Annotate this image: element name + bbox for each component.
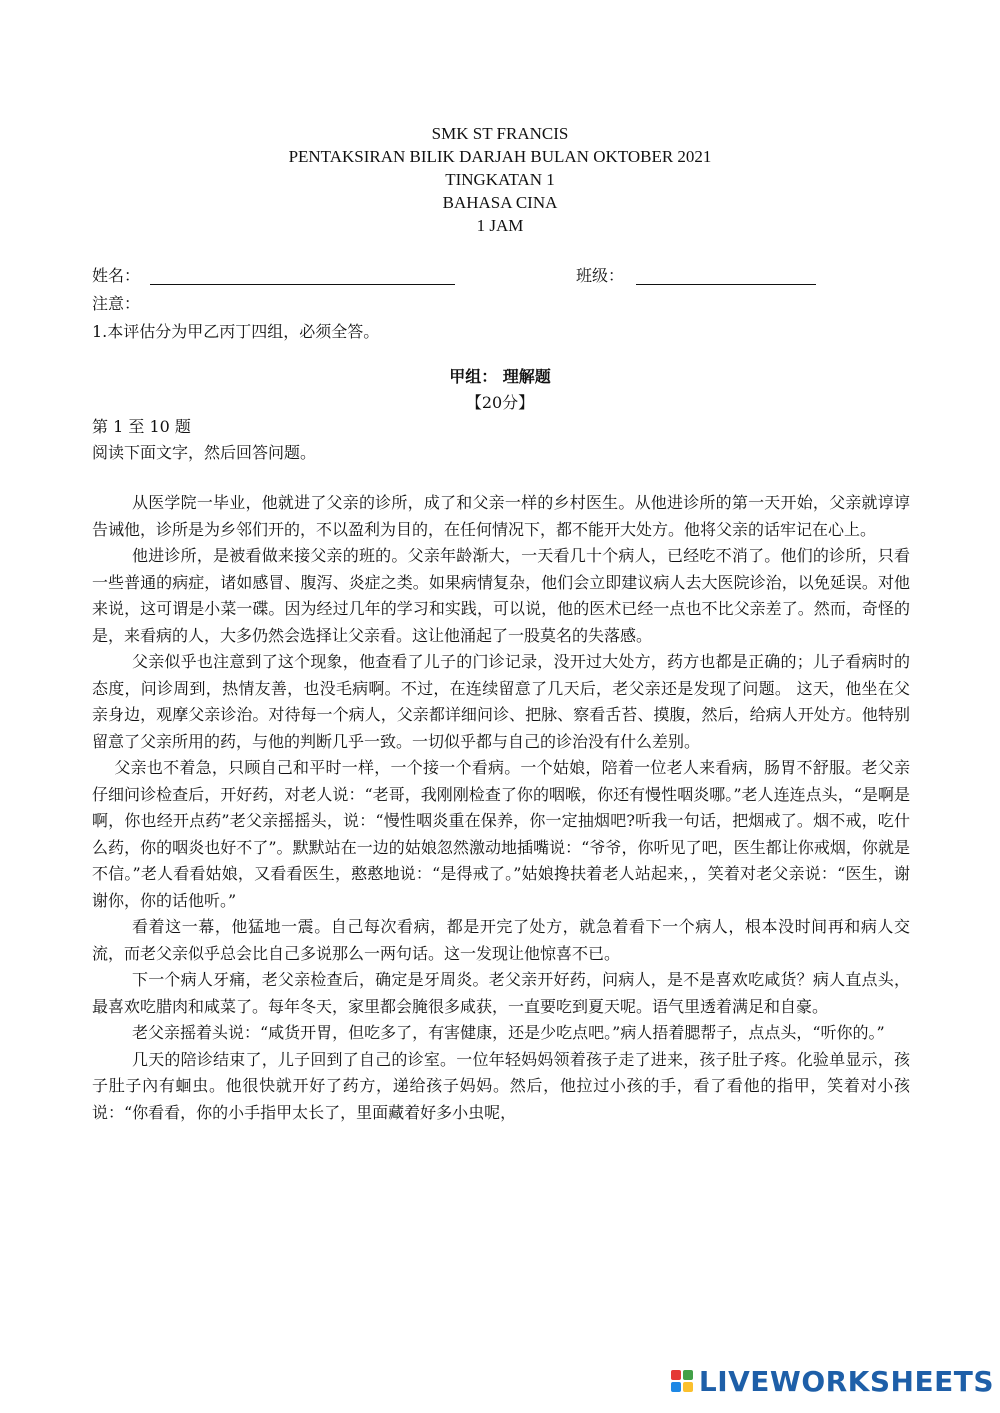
school-name: SMK ST FRANCIS (431, 124, 569, 143)
passage-paragraph: 几天的陪诊结束了，儿子回到了自己的诊室。一位年轻妈妈领着孩子走了进来，孩子肚子疼。化验单显示，孩子肚子內有蛔虫。他很快就开好了药方，递给孩子妈妈。然后，他拉过小孩的手，看了看他的指甲，笑着对小孩说：“你看看，你的小手指甲太长了，里面藏着好多小虫呢， (92, 1049, 910, 1122)
instructions (92, 414, 912, 466)
section-title: 甲组： 理解题 (449, 367, 551, 386)
passage-paragraph: 父亲也不着急，只顾自己和平时一样，一个接一个看病。一个姑娘，陪着一位老人来看病，肠胃不舒服。老父亲仔细问诊检查后，开好药，对老人说：“老哥，我刚刚检查了你的咽喉，你还有慢性咽炎哪。”老人连连点头，“是啊是啊，你也经开点药”老父亲摇摇头，说：“慢性咽炎重在保养，你一定抽烟吧?听我一句话，把烟戒了。烟不戒，吃什么药，你的咽炎也好不了”。默默站在一边的姑娘忽然激动地插嘴说：“爷爷，你听见了吧，医生都让你戒烟，你就是不信。”老人看看姑娘，又看看医生，憨憨地说：“是得戒了。”姑娘搀扶着老人站起来，，笑着对老父亲说：“医生，谢谢你，你的话他听。” (92, 758, 910, 910)
section-marks: 【20分】 (465, 393, 535, 412)
student-info (92, 262, 912, 346)
logo-square (683, 1370, 693, 1380)
logo-squares-icon (671, 1370, 693, 1392)
question-range: 第 1 至 10 题 (92, 417, 191, 436)
reading-passage (92, 490, 910, 1126)
class-label: 班级： (576, 266, 625, 285)
passage-paragraph: 下一个病人牙痛，老父亲检查后，确定是牙周炎。老父亲开好药，问病人，是不是喜欢吃咸货？病人直点头，最喜欢吃腊肉和咸菜了。每年冬天，家里都会腌很多咸获，一直要吃到夏天呢。语气里透着满足和自豪。 (92, 970, 910, 1016)
passage-paragraph: 父亲似乎也注意到了这个现象，他查看了儿子的门诊记录，没开过大处方，药方也都是正确的；儿子看病时的态度，问诊周到，热情友善，也没毛病啊。不过，在连续留意了几天后，老父亲还是发现了问题。 这天，他坐在父亲身边，观摩父亲诊治。对待每一个病人，父亲都详细问诊、把脉、察看舌苔、摸腹，然后，给病人开处方。他特别留意了父亲所用的药，与他的判断几乎一致。一切似乎都与自己的诊治没有什么差别。 (92, 652, 910, 751)
passage-paragraph: 看着这一幕，他猛地一震。自己每次看病，都是开完了处方，就急着看下一个病人，根本没时间再和病人交流，而老父亲似乎总会比自己多说那么一两句话。这一发现让他惊喜不已。 (92, 917, 910, 963)
name-blank-line[interactable] (150, 284, 455, 285)
name-label: 姓名： (92, 266, 141, 285)
passage-paragraph: 他进诊所，是被看做来接父亲的班的。父亲年龄渐大，一天看几十个病人，已经吃不消了。他们的诊所，只看一些普通的病症，诸如感冒、腹泻、炎症之类。如果病情复杂，他们会立即建议病人去大医院诊治，以免延误。对他来说，这可谓是小菜一碟。因为经过几年的学习和实践，可以说，他的医术已经一点也不比父亲差了。然而，奇怪的是，来看病的人，大多仍然会选择让父亲看。这让他涌起了一股莫名的失落感。 (92, 546, 910, 645)
class-blank-line[interactable] (636, 284, 816, 285)
form-level: TINGKATAN 1 (445, 170, 555, 189)
document-header (0, 122, 1000, 237)
reading-instruction: 阅读下面文字，然后回答问题。 (92, 443, 317, 462)
logo-square (671, 1370, 681, 1380)
assessment-title: PENTAKSIRAN BILIK DARJAH BULAN OKTOBER 2021 (288, 147, 712, 166)
passage-paragraph: 老父亲摇着头说：“咸货开胃，但吃多了，有害健康，还是少吃点吧。”病人捂着腮帮子，点点头，“听你的。” (132, 1023, 885, 1042)
exam-duration: 1 JAM (476, 216, 524, 235)
liveworksheets-logo (671, 1361, 994, 1401)
subject-name: BAHASA CINA (442, 193, 558, 212)
note-item-1: 1.本评估分为甲乙丙丁四组，必须全答。 (92, 322, 380, 341)
passage-paragraph: 从医学院一毕业，他就进了父亲的诊所，成了和父亲一样的乡村医生。从他进诊所的第一天开始，父亲就谆谆告诫他，诊所是为乡邻们开的，不以盈利为目的，在任何情况下，都不能开大处方。他将父亲的话牢记在心上。 (92, 493, 910, 539)
logo-square (671, 1382, 681, 1392)
note-label: 注意： (92, 294, 141, 313)
logo-text: LIVEWORKSHEETS (698, 1364, 994, 1398)
logo-square (683, 1382, 693, 1392)
